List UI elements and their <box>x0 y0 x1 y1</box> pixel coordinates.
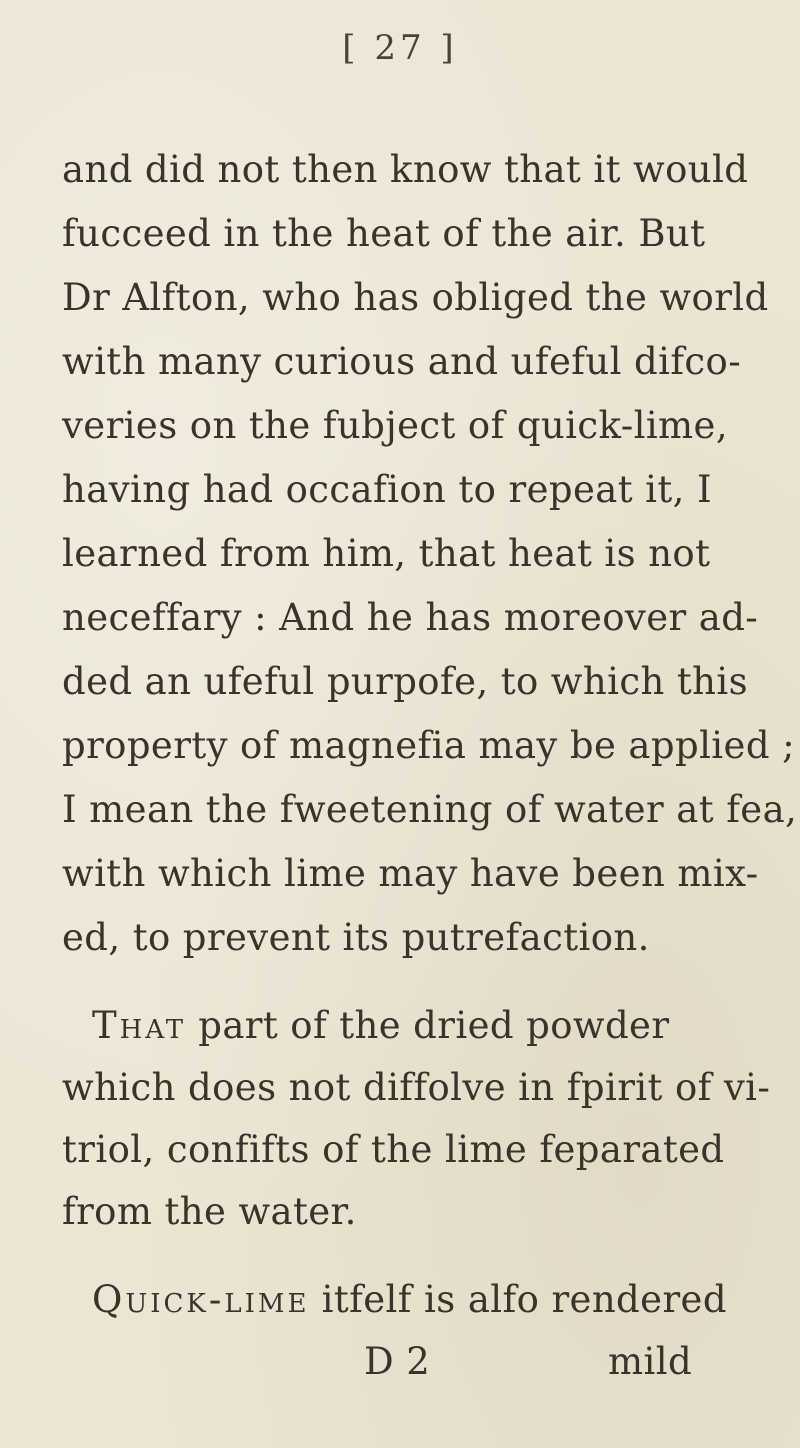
small-caps-lead <box>92 1278 727 1322</box>
text-line: Dr Alfton, who has obliged the world <box>62 276 769 319</box>
text-line: ed, to prevent its putrefaction. <box>62 916 650 959</box>
catchword: mild <box>608 1340 693 1383</box>
page-number: [ 27 ] <box>342 28 458 68</box>
signature-mark: D 2 <box>364 1340 431 1383</box>
text-line: itfelf is alfo rendered <box>321 1278 727 1321</box>
text-line: triol, confifts of the lime feparated <box>62 1128 725 1171</box>
text-line: veries on the fubject of quick-lime, <box>62 404 729 447</box>
text-line: property of magnefia may be applied ; <box>62 724 795 767</box>
text-line: from the water. <box>62 1190 357 1233</box>
small-caps-lead <box>92 1004 669 1048</box>
lead-word: That <box>92 1004 187 1047</box>
text-line: neceffary : And he has moreover ad- <box>62 596 759 639</box>
text-line: ded an ufeful purpofe, to which this <box>62 660 748 703</box>
text-line: and did not then know that it would <box>62 148 749 191</box>
text-line: fucceed in the heat of the air. But <box>62 212 706 255</box>
lead-word: Quick-lime <box>92 1278 310 1321</box>
text-line: with many curious and ufeful difco- <box>62 340 742 383</box>
text-line: which does not diffolve in fpirit of vi- <box>62 1066 771 1109</box>
text-line: having had occafion to repeat it, I <box>62 468 713 511</box>
text-line: part of the dried powder <box>198 1004 670 1047</box>
text-line: learned from him, that heat is not <box>62 532 711 575</box>
text-line: I mean the fweetening of water at fea, <box>62 788 798 831</box>
text-line: with which lime may have been mix- <box>62 852 759 895</box>
